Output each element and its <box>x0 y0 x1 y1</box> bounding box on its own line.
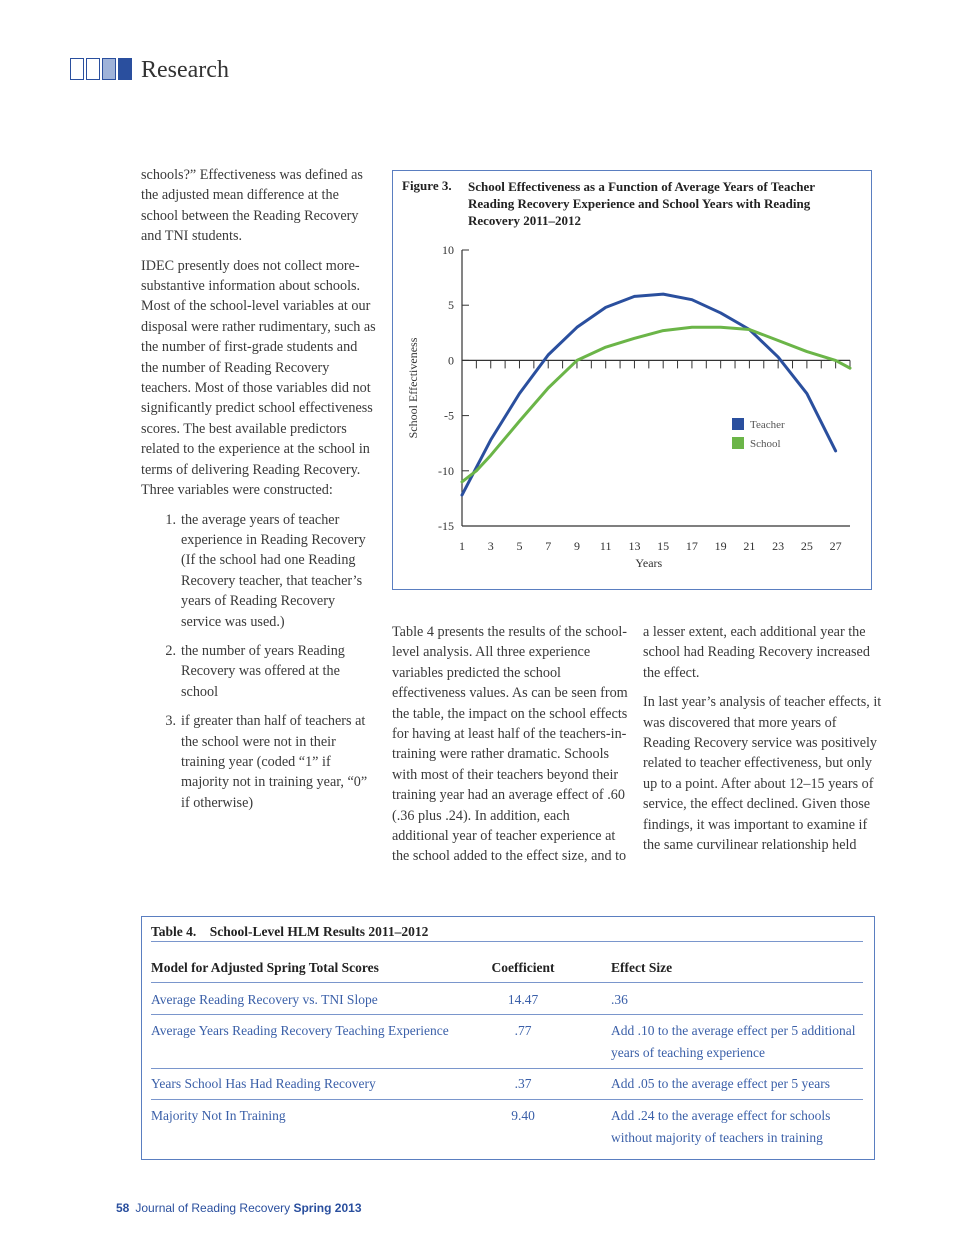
journal-name: Journal of Reading Recovery <box>135 1201 291 1215</box>
text-column-1 <box>141 165 377 822</box>
paragraph: In last year’s analysis of teacher effects, it was discovered that more years of Reading Recovery service was positively related to teacher effectiveness, but only up to a point. After about 12–15 years of service, the effect declined. Given those findings, it was important to examine if the same curvilinear relationship held <box>643 694 882 854</box>
y-tick-label: 5 <box>448 298 454 313</box>
divider <box>151 1068 863 1069</box>
table-cell-coefficient: 14.47 <box>507 992 539 1007</box>
legend-label-school: School <box>750 438 781 450</box>
header-box-icon <box>86 58 100 80</box>
divider <box>151 982 863 983</box>
x-tick-label: 23 <box>772 539 785 553</box>
legend-swatch-teacher <box>732 418 744 430</box>
list-item <box>141 711 377 813</box>
page-number: 58 <box>116 1201 130 1215</box>
y-tick-label: -15 <box>438 519 454 533</box>
journal-issue: Spring 2013 <box>293 1201 362 1215</box>
series-line-teacher <box>462 294 836 495</box>
divider <box>151 941 863 942</box>
table-cell-effect: Add .24 to the average effect for schools without majority of teachers in training <box>611 1108 831 1145</box>
x-tick-label: 19 <box>714 539 727 553</box>
text-column-3 <box>643 622 883 864</box>
x-tick-label: 7 <box>545 539 552 553</box>
x-tick-label: 13 <box>628 539 641 553</box>
list-number: 1. <box>165 511 176 528</box>
table-title <box>151 924 428 940</box>
x-tick-label: 5 <box>516 539 523 553</box>
table-cell-model: Majority Not In Training <box>151 1108 286 1123</box>
column-header-coefficient: Coefficient <box>491 960 555 975</box>
numbered-list <box>141 510 377 814</box>
table-cell-coefficient: 9.40 <box>511 1108 535 1123</box>
list-text: the average years of teacher experience in Reading Recovery (If the school had one Reading Recovery teacher, that teacher’s years of Reading Recovery service was used.) <box>181 511 366 630</box>
x-tick-label: 9 <box>573 539 580 553</box>
table-caption: School-Level HLM Results 2011–2012 <box>209 924 429 939</box>
column-header-effect: Effect Size <box>611 960 673 975</box>
divider <box>151 1014 863 1015</box>
x-tick-label: 17 <box>685 539 698 553</box>
list-item <box>141 510 377 632</box>
table-cell-coefficient: .77 <box>514 1023 532 1038</box>
paragraph: schools?” Effectiveness was defined as the adjusted mean difference at the school between the Reading Recovery and TNI students. <box>141 167 363 245</box>
table-cell-model: Average Reading Recovery vs. TNI Slope <box>151 992 378 1007</box>
header-box-icon <box>118 58 132 80</box>
y-tick-label: 10 <box>442 243 454 257</box>
list-item <box>141 641 377 702</box>
x-tick-label: 3 <box>487 539 494 553</box>
paragraph: IDEC presently does not collect more-substantive information about schools. Most of the school-level variables at our disposal were rather rudimentary, such as the number of first-grade students and the number of Reading Recovery teachers. Most of those variables did not significantly predict school effectiveness scores. The best available predictors related to the experience at the school in terms of delivering Reading Recovery. Three variables were constructed: <box>141 257 376 499</box>
list-text: the number of years Reading Recovery was offered at the school <box>181 642 345 700</box>
legend-label-teacher: Teacher <box>750 419 785 431</box>
table-cell-coefficient: .37 <box>514 1076 532 1091</box>
list-number: 2. <box>165 642 176 659</box>
chart <box>392 230 872 580</box>
series-line-school <box>462 327 850 482</box>
header-box-icon <box>70 58 84 80</box>
table-cell-effect: Add .05 to the average effect per 5 years <box>611 1076 831 1091</box>
column-header-model: Model for Adjusted Spring Total Scores <box>151 960 379 975</box>
x-tick-label: 25 <box>800 539 813 553</box>
y-tick-label: 0 <box>448 353 454 368</box>
paragraph: a lesser extent, each additional year the school had Reading Recovery increased the effect. <box>643 624 870 681</box>
table-cell-effect: Add .10 to the average effect per 5 additional years of teaching experience <box>611 1023 856 1060</box>
x-axis-label: Years <box>635 556 663 570</box>
figure-title: School Effectiveness as a Function of Average Years of Teacher Reading Recovery Experience and School Years with Reading Recovery 2011–2012 <box>468 179 815 228</box>
x-tick-label: 15 <box>657 539 670 553</box>
x-tick-label: 11 <box>599 539 612 553</box>
y-tick-label: -10 <box>438 463 454 478</box>
divider <box>151 1099 863 1100</box>
section-icon <box>70 58 132 80</box>
table-cell-model: Average Years Reading Recovery Teaching Experience <box>151 1023 449 1038</box>
paragraph: Table 4 presents the results of the school-level analysis. All three experience variables predicted the school effectiveness values. As can be seen from the table, the impact on the school effects for having at least half of the teachers-in-training were rather dramatic. Schools with most of their teachers beyond their training year had an average effect of .60 (.36 plus .24). In addition, each additional year of teacher experience at the school added to the effect size, and to <box>392 624 628 865</box>
y-axis-label: School Effectiveness <box>406 337 420 439</box>
x-tick-label: 1 <box>459 539 465 553</box>
y-tick-label: -5 <box>444 408 454 423</box>
list-number: 3. <box>165 713 176 730</box>
header-box-icon <box>102 58 116 80</box>
table-cell-effect: .36 <box>611 992 628 1007</box>
figure-label: Figure 3. <box>402 178 452 193</box>
x-tick-label: 27 <box>829 539 842 553</box>
table-label: Table 4. <box>151 924 197 939</box>
x-tick-label: 21 <box>743 539 756 553</box>
legend-swatch-school <box>732 437 744 449</box>
list-text: if greater than half of teachers at the school were not in their training year (coded “1” if majority not in training year, “0” if otherwise) <box>181 713 368 811</box>
text-column-2 <box>392 622 628 876</box>
table-cell-model: Years School Has Had Reading Recovery <box>151 1076 376 1091</box>
page-footer <box>116 1201 362 1215</box>
section-title: Research <box>141 57 229 83</box>
